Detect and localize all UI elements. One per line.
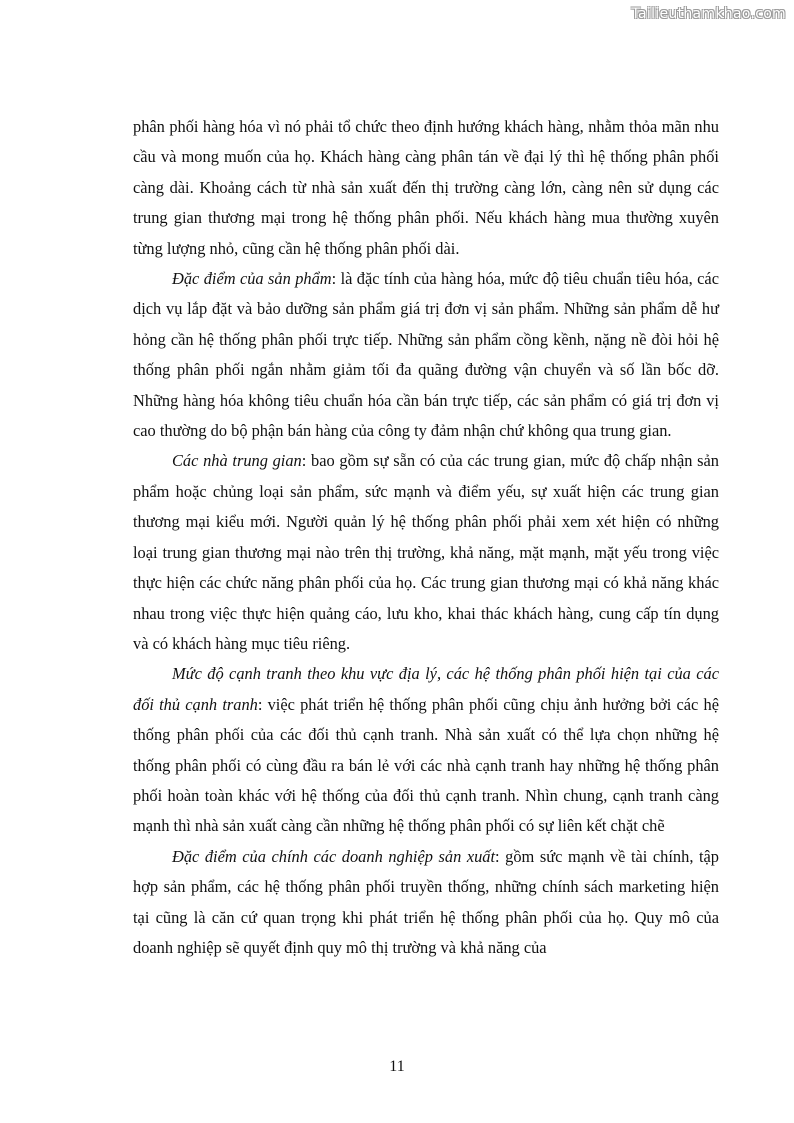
paragraph-3	[133, 446, 719, 659]
paragraph-text: phân phối hàng hóa vì nó phải tổ chức theo định hướng khách hàng, nhằm thỏa mãn nhu cầu và mong muốn của họ. Khách hàng càng phân tán về đại lý thì hệ thống phân phối càng dài. Khoảng cách từ nhà sản xuất đến thị trường càng lớn, càng nên sử dụng các trung gian thương mại trong hệ thống phân phối. Nếu khách hàng mua thường xuyên từng lượng nhỏ, cũng cần hệ thống phân phối dài.	[133, 117, 719, 258]
page-number: 11	[389, 1058, 405, 1075]
paragraph-text: : gồm sức mạnh về tài chính, tập hợp sản phẩm, các hệ thống phân phối truyền thống, những chính sách marketing hiện tại cũng là căn cứ quan trọng khi phát triển hệ thống phân phối của họ. Quy mô của doanh nghiệp sẽ quyết định quy mô thị trường và khả năng của	[133, 846, 719, 957]
document-body	[133, 112, 719, 963]
watermark-text: Tailieuthamkhao.com	[631, 6, 786, 22]
paragraph-lead: Đặc điểm của chính các doanh nghiệp sản xuất	[172, 846, 496, 866]
paragraph-text: : việc phát triển hệ thống phân phối cũng chịu ảnh hưởng bởi các hệ thống phân phối của các đối thủ cạnh tranh. Nhà sản xuất có thể lựa chọn những hệ thống phân phối có cùng đầu ra bán lẻ với các nhà cạnh tranh hay những hệ thống phân phối hoàn toàn khác với hệ thống của đối thủ cạnh tranh. Nhìn chung, cạnh tranh càng mạnh thì nhà sản xuất càng cần những hệ thống phân phối có sự liên kết chặt chẽ	[133, 694, 719, 836]
paragraph-1	[133, 112, 719, 264]
paragraph-4	[133, 659, 719, 841]
paragraph-lead: Đặc điểm của sản phẩm	[172, 269, 332, 289]
paragraph-text: : bao gồm sự sẵn có của các trung gian, mức độ chấp nhận sản phẩm hoặc chủng loại sản phẩm, sức mạnh và điểm yếu, sự xuất hiện các trung gian thương mại kiểu mới. Người quản lý hệ thống phân phối phải xem xét hiện có những loại trung gian thương mại nào trên thị trường, khả năng, mặt mạnh, mặt yếu trong việc thực hiện các chức năng phân phối của họ. Các trung gian thương mại có khả năng khác nhau trong việc thực hiện quảng cáo, lưu kho, khai thác khách hàng, cung cấp tín dụng và có khách hàng mục tiêu riêng.	[133, 451, 719, 653]
paragraph-lead: Các nhà trung gian	[172, 451, 302, 471]
paragraph-lead: Mức độ cạnh tranh theo khu vực địa lý, các hệ thống phân phối hiện tại của các đối thủ cạnh tranh	[133, 664, 719, 714]
paragraph-text: : là đặc tính của hàng hóa, mức độ tiêu chuẩn tiêu hóa, các dịch vụ lắp đặt và bảo dưỡng sản phẩm giá trị đơn vị sản phẩm. Những sản phẩm dễ hư hỏng cần hệ thống phân phối trực tiếp. Những sản phẩm cồng kềnh, nặng nề đòi hỏi hệ thống phân phối ngắn nhằm giảm tối đa quãng đường vận chuyển và số lần bốc dỡ. Những hàng hóa không tiêu chuẩn hóa cần bán trực tiếp, các sản phẩm có giá trị đơn vị cao thường do bộ phận bán hàng của công ty đảm nhận chứ không qua trung gian.	[133, 269, 719, 441]
paragraph-5	[133, 842, 719, 964]
paragraph-2	[133, 264, 719, 446]
